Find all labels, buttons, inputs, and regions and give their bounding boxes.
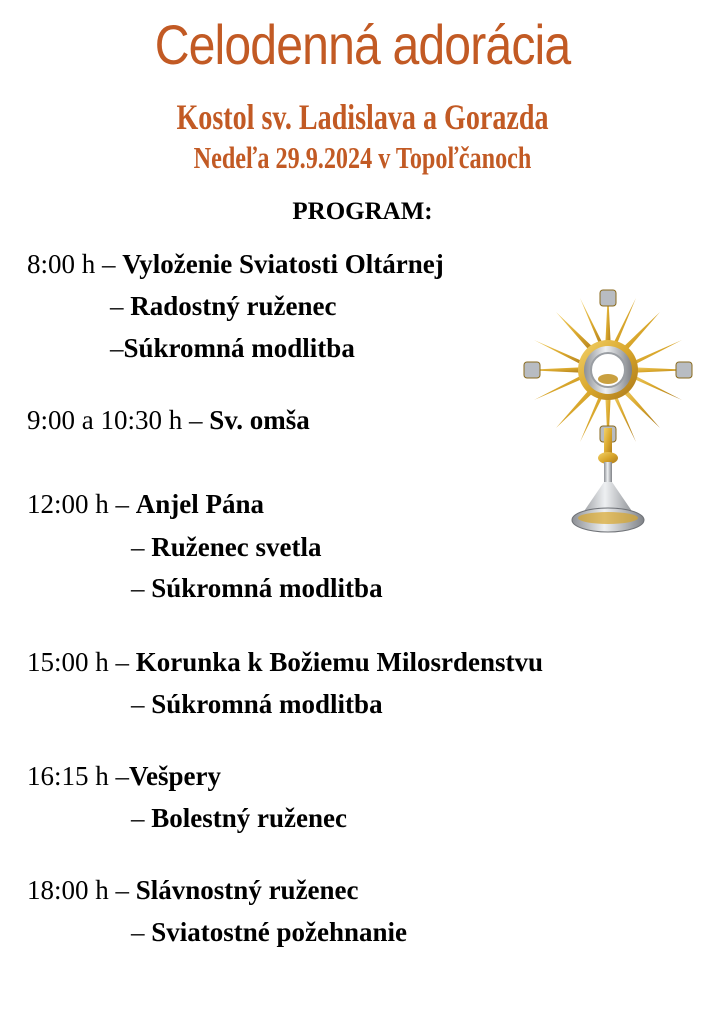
time-label: 8:00 h –: [27, 249, 116, 279]
program-heading: PROGRAM:: [292, 198, 433, 225]
dash: –: [131, 532, 145, 562]
page-title: Celodenná adorácia: [154, 13, 571, 76]
schedule-subitem: [131, 917, 407, 947]
schedule-item-0: [27, 249, 444, 279]
schedule-subitem: [131, 532, 321, 562]
schedule-subitem: [131, 573, 383, 603]
activity: Anjel Pána: [135, 489, 265, 519]
dash: –: [131, 689, 145, 719]
schedule-item-4: [27, 761, 221, 791]
schedule-item-3: [27, 647, 543, 677]
activity: Korunka k Božiemu Milosrdenstvu: [135, 647, 544, 677]
schedule-subitem: [131, 689, 383, 719]
time-label: 16:15 h –: [27, 761, 130, 791]
activity: Bolestný ruženec: [151, 803, 347, 833]
time-label: 12:00 h –: [27, 489, 130, 519]
activity: Slávnostný ruženec: [135, 875, 359, 905]
time-label: 9:00 a 10:30 h –: [27, 405, 203, 435]
activity: Vešpery: [129, 761, 222, 791]
schedule-item-1: [27, 405, 310, 435]
schedule-item-5: [27, 875, 359, 905]
event-date-place: Nedeľa 29.9.2024 v Topoľčanoch: [193, 140, 532, 175]
time-label: 15:00 h –: [27, 647, 130, 677]
church-name: Kostol sv. Ladislava a Gorazda: [176, 97, 549, 137]
dash: –: [131, 803, 145, 833]
activity: Vyloženie Sviatosti Oltárnej: [122, 249, 444, 279]
schedule-subitem: [110, 291, 336, 321]
activity: Súkromná modlitba: [151, 689, 383, 719]
dash: –: [110, 291, 124, 321]
activity: Ruženec svetla: [151, 532, 322, 562]
activity: Súkromná modlitba: [123, 333, 355, 363]
time-label: 18:00 h –: [27, 875, 130, 905]
schedule-item-2: [27, 489, 264, 519]
activity: Radostný ruženec: [130, 291, 337, 321]
monstrance-icon: [520, 280, 710, 550]
schedule-subitem: [110, 333, 355, 363]
dash: –: [131, 573, 145, 603]
schedule-subitem: [131, 803, 347, 833]
dash: –: [131, 917, 145, 947]
dash: –: [110, 333, 124, 363]
activity: Sviatostné požehnanie: [151, 917, 408, 947]
activity: Sv. omša: [209, 405, 310, 435]
activity: Súkromná modlitba: [151, 573, 383, 603]
